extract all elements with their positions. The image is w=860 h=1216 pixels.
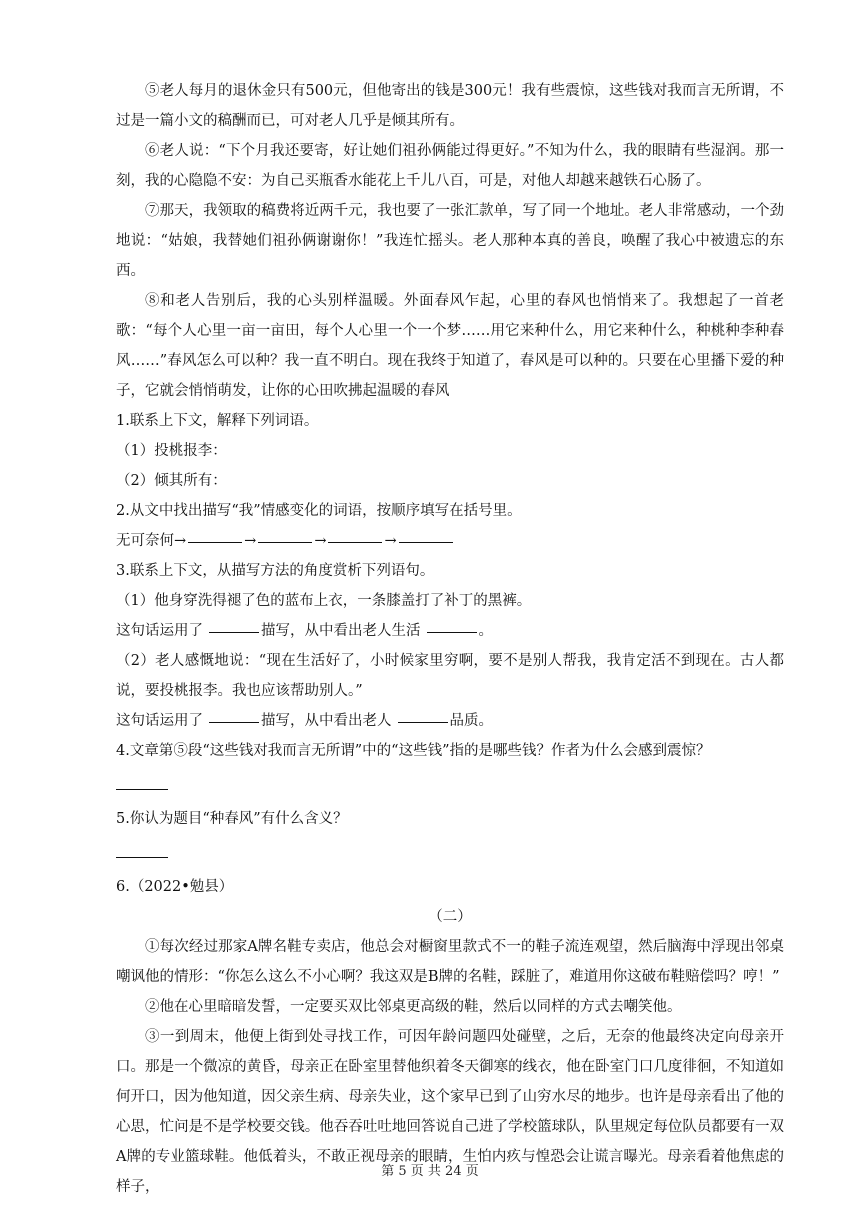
answer-blank[interactable] bbox=[209, 631, 259, 633]
arrow-icon: → bbox=[384, 533, 397, 549]
answer-blank-1[interactable] bbox=[188, 541, 242, 543]
arrow-icon: → bbox=[314, 533, 327, 549]
answer-text: 。 bbox=[478, 623, 493, 639]
answer-blank-4[interactable] bbox=[399, 541, 453, 543]
question-2-answer-line bbox=[116, 526, 784, 556]
document-page bbox=[116, 76, 784, 1202]
paragraph-6: ⑥老人说：“下个月我还要寄，好让她们祖孙俩能过得更好。”不知为什么，我的眼睛有些湿润。那一刻，我的心隐隐不安：为自己买瓶香水能花上千儿八百，可是，对他人却越来越铁石心肠了。 bbox=[116, 143, 784, 189]
answer-blank[interactable] bbox=[398, 721, 448, 723]
section-title: （二） bbox=[428, 909, 472, 925]
answer-text: 描写，从中看出老人生活 bbox=[261, 623, 421, 639]
question-5: 5.你认为题目“种春风”有什么含义？ bbox=[116, 811, 348, 827]
answer-blank-3[interactable] bbox=[328, 541, 382, 543]
page-footer: 第 5 页 共 24 页 bbox=[381, 1164, 479, 1179]
question-6: 6.（2022•勉县） bbox=[116, 879, 234, 895]
answer-text: 描写，从中看出老人 bbox=[261, 713, 392, 729]
passage2-paragraph-3: ③一到周末，他便上街到处寻找工作，可因年龄问题四处碰壁，之后，无奈的他最终决定向母亲开口。那是一个微凉的黄昏，母亲正在卧室里替他织着冬天御寒的线衣，他在卧室门口几度徘徊，不知道如何开口，因为他知道，因父亲生病、母亲失业，这个家早已到了山穷水尽的地步。也许是母亲看出了他的心思，忙问是不是学校要交钱。他吞吞吐吐地回答说自己进了学校篮球队，队里规定每位队员都要有一双A牌的专业篮球鞋。他低着头，不敢正视母亲的眼睛，生怕内疚与惶恐会让谎言曝光。母亲看着他焦虑的样子， bbox=[116, 1029, 784, 1195]
answer-text: 品质。 bbox=[449, 713, 493, 729]
passage2-paragraph-1: ①每次经过那家A牌名鞋专卖店，他总会对橱窗里款式不一的鞋子流连观望，然后脑海中浮现出邻桌嘲讽他的情形：“你怎么这么不小心啊？我这双是B牌的名鞋，踩脏了，难道用你这破布鞋赔偿吗？哼！” bbox=[116, 939, 784, 985]
answer-blank[interactable] bbox=[209, 721, 259, 723]
question-3-item-2-answer bbox=[116, 706, 784, 736]
passage2-paragraph-2: ②他在心里暗暗发誓，一定要买双比邻桌更高级的鞋，然后以同样的方式去嘲笑他。 bbox=[145, 999, 682, 1015]
paragraph-7: ⑦那天，我领取的稿费将近两千元，我也要了一张汇款单，写了同一个地址。老人非常感动，一个劲地说：“姑娘，我替她们祖孙俩谢谢你！”我连忙摇头。老人那种本真的善良，唤醒了我心中被遗忘的东西。 bbox=[116, 203, 784, 279]
paragraph-5: ⑤老人每月的退休金只有500元，但他寄出的钱是300元！我有些震惊，这些钱对我而言无所谓，不过是一篇小文的稿酬而已，可对老人几乎是倾其所有。 bbox=[116, 83, 784, 129]
question-3-item-1-answer bbox=[116, 616, 784, 646]
paragraph-8: ⑧和老人告别后，我的心头别样温暖。外面春风乍起，心里的春风也悄悄来了。我想起了一首老歌：“每个人心里一亩一亩田，每个人心里一个一个梦……用它来种什么，用它来种什么，种桃种李种春风……”春风怎么可以种？我一直不明白。现在我终于知道了，春风是可以种的。只要在心里播下爱的种子，它就会悄悄萌发，让你的心田吹拂起温暖的春风 bbox=[116, 293, 784, 399]
question-3: 3.联系上下文，从描写方法的角度赏析下列语句。 bbox=[116, 563, 435, 579]
question-1-item-2: （2）倾其所有： bbox=[116, 473, 227, 489]
question-3-item-2: （2）老人感慨地说：“现在生活好了，小时候家里穷啊，要不是别人帮我，我肯定活不到现在。古人都说，要投桃报李。我也应该帮助别人。” bbox=[116, 653, 784, 699]
answer-start: 无可奈何→ bbox=[116, 533, 187, 549]
question-1: 1.联系上下文，解释下列词语。 bbox=[116, 413, 319, 429]
answer-blank-2[interactable] bbox=[258, 541, 312, 543]
question-3-item-1: （1）他身穿洗得褪了色的蓝布上衣，一条膝盖打了补丁的黑裤。 bbox=[116, 593, 532, 609]
answer-blank-q5[interactable] bbox=[116, 856, 168, 858]
question-1-item-1: （1）投桃报李： bbox=[116, 443, 227, 459]
answer-blank-q4[interactable] bbox=[116, 788, 168, 790]
arrow-icon: → bbox=[244, 533, 257, 549]
answer-text: 这句话运用了 bbox=[116, 623, 203, 639]
answer-blank[interactable] bbox=[427, 631, 477, 633]
question-4: 4.文章第⑤段“这些钱对我而言无所谓”中的“这些钱”指的是哪些钱？作者为什么会感到震惊？ bbox=[116, 743, 711, 759]
answer-text: 这句话运用了 bbox=[116, 713, 203, 729]
question-2: 2.从文中找出描写“我”情感变化的词语，按顺序填写在括号里。 bbox=[116, 503, 522, 519]
